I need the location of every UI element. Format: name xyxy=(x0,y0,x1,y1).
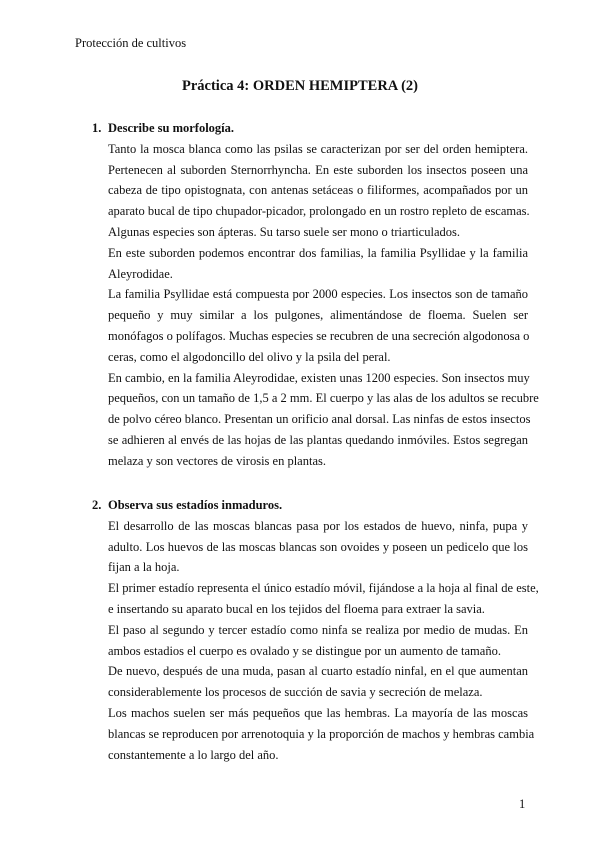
text-line: pequeños, con un tamaño de 1,5 a 2 mm. El cuerpo y las alas de los adultos se recubre xyxy=(108,391,539,406)
text-line: se adhieren al envés de las hojas de las plantas quedando inmóviles. Estos segregan xyxy=(108,432,528,447)
paragraph xyxy=(92,620,528,662)
text-line: El desarrollo de las moscas blancas pasa por los estados de huevo, ninfa, pupa y xyxy=(108,518,528,533)
text-line: En cambio, en la familia Aleyrodidae, existen unas 1200 especies. Son insectos muy xyxy=(108,370,530,385)
text-line: El primer estadío representa el único estadío móvil, fijándose a la hoja al final de este, xyxy=(108,581,539,596)
text-line: Aleyrodidae. xyxy=(108,266,173,281)
section-number: 2. xyxy=(92,498,102,512)
text-line: e insertando su aparato bucal en los tejidos del floema para extraer la savia. xyxy=(108,601,485,616)
section-heading xyxy=(92,118,528,139)
text-line: constantemente a lo largo del año. xyxy=(108,747,279,762)
text-line: Pertenecen al suborden Sternorrhyncha. En este suborden los insectos poseen una xyxy=(108,162,528,177)
text-line: ceras, como el algodoncillo del olivo y la psila del peral. xyxy=(108,349,391,364)
paragraph xyxy=(92,661,528,703)
text-line: Los machos suelen ser más pequeños que las hembras. La mayoría de las moscas xyxy=(108,705,528,720)
section-number: 1. xyxy=(92,121,102,135)
section-morfologia xyxy=(92,118,539,472)
text-line: monófagos o polífagos. Muchas especies se recubren de una secreción algodonosa o xyxy=(108,328,530,343)
paragraph xyxy=(92,703,535,765)
paragraph xyxy=(92,243,528,285)
text-line: fijan a la hoja. xyxy=(108,560,180,575)
text-line: Algunas especies son ápteras. Su tarso suele ser mono o triarticulados. xyxy=(108,224,460,239)
text-line: melaza y son vectores de virosis en plantas. xyxy=(108,453,326,468)
paragraph xyxy=(92,516,528,578)
page-title: Práctica 4: ORDEN HEMIPTERA (2) xyxy=(182,78,418,94)
section-estadios-inmaduros xyxy=(92,495,539,765)
page-number: 1 xyxy=(519,797,526,811)
text-line: En este suborden podemos encontrar dos familias, la familia Psyllidae y la familia xyxy=(108,245,528,260)
paragraph xyxy=(92,284,528,367)
text-line: De nuevo, después de una muda, pasan al cuarto estadío ninfal, en el que aumentan xyxy=(108,664,528,679)
section-heading xyxy=(92,495,528,516)
text-line: Tanto la mosca blanca como las psilas se caracterizan por ser del orden hemiptera. xyxy=(108,141,528,156)
running-header: Protección de cultivos xyxy=(75,36,187,50)
text-line: El paso al segundo y tercer estadío como ninfa se realiza por medio de mudas. En xyxy=(108,622,528,637)
text-line: adulto. Los huevos de las moscas blancas son ovoides y poseen un pedicelo que los xyxy=(108,539,528,554)
text-line: considerablemente los procesos de succión de savia y secreción de melaza. xyxy=(108,685,483,700)
section-heading-text: Describe su morfología. xyxy=(108,121,235,135)
text-line: de polvo céreo blanco. Presentan un orificio anal dorsal. Las ninfas de estos insectos xyxy=(108,412,531,427)
text-line: aparato bucal de tipo chupador-picador, prolongado en un rostro repleto de escamas. xyxy=(108,204,530,219)
paragraph xyxy=(92,578,539,620)
text-line: La familia Psyllidae está compuesta por 2000 especies. Los insectos son de tamaño xyxy=(108,287,528,302)
text-line: ambos estadios el cuerpo es ovalado y se distingue por un aumento de tamaño. xyxy=(108,643,501,658)
text-line: cabeza de tipo opistognata, con antenas setáceas o filiformes, acompañados por un xyxy=(108,183,528,198)
text-line: pequeño y muy similar a los pulgones, alimentándose de floema. Suelen ser xyxy=(108,308,528,323)
paragraph xyxy=(92,368,539,472)
paragraph xyxy=(92,139,528,243)
section-heading-text: Observa sus estadíos inmaduros. xyxy=(108,498,283,512)
text-line: blancas se reproducen por arrenotoquia y la proporción de machos y hembras cambia xyxy=(108,726,535,741)
